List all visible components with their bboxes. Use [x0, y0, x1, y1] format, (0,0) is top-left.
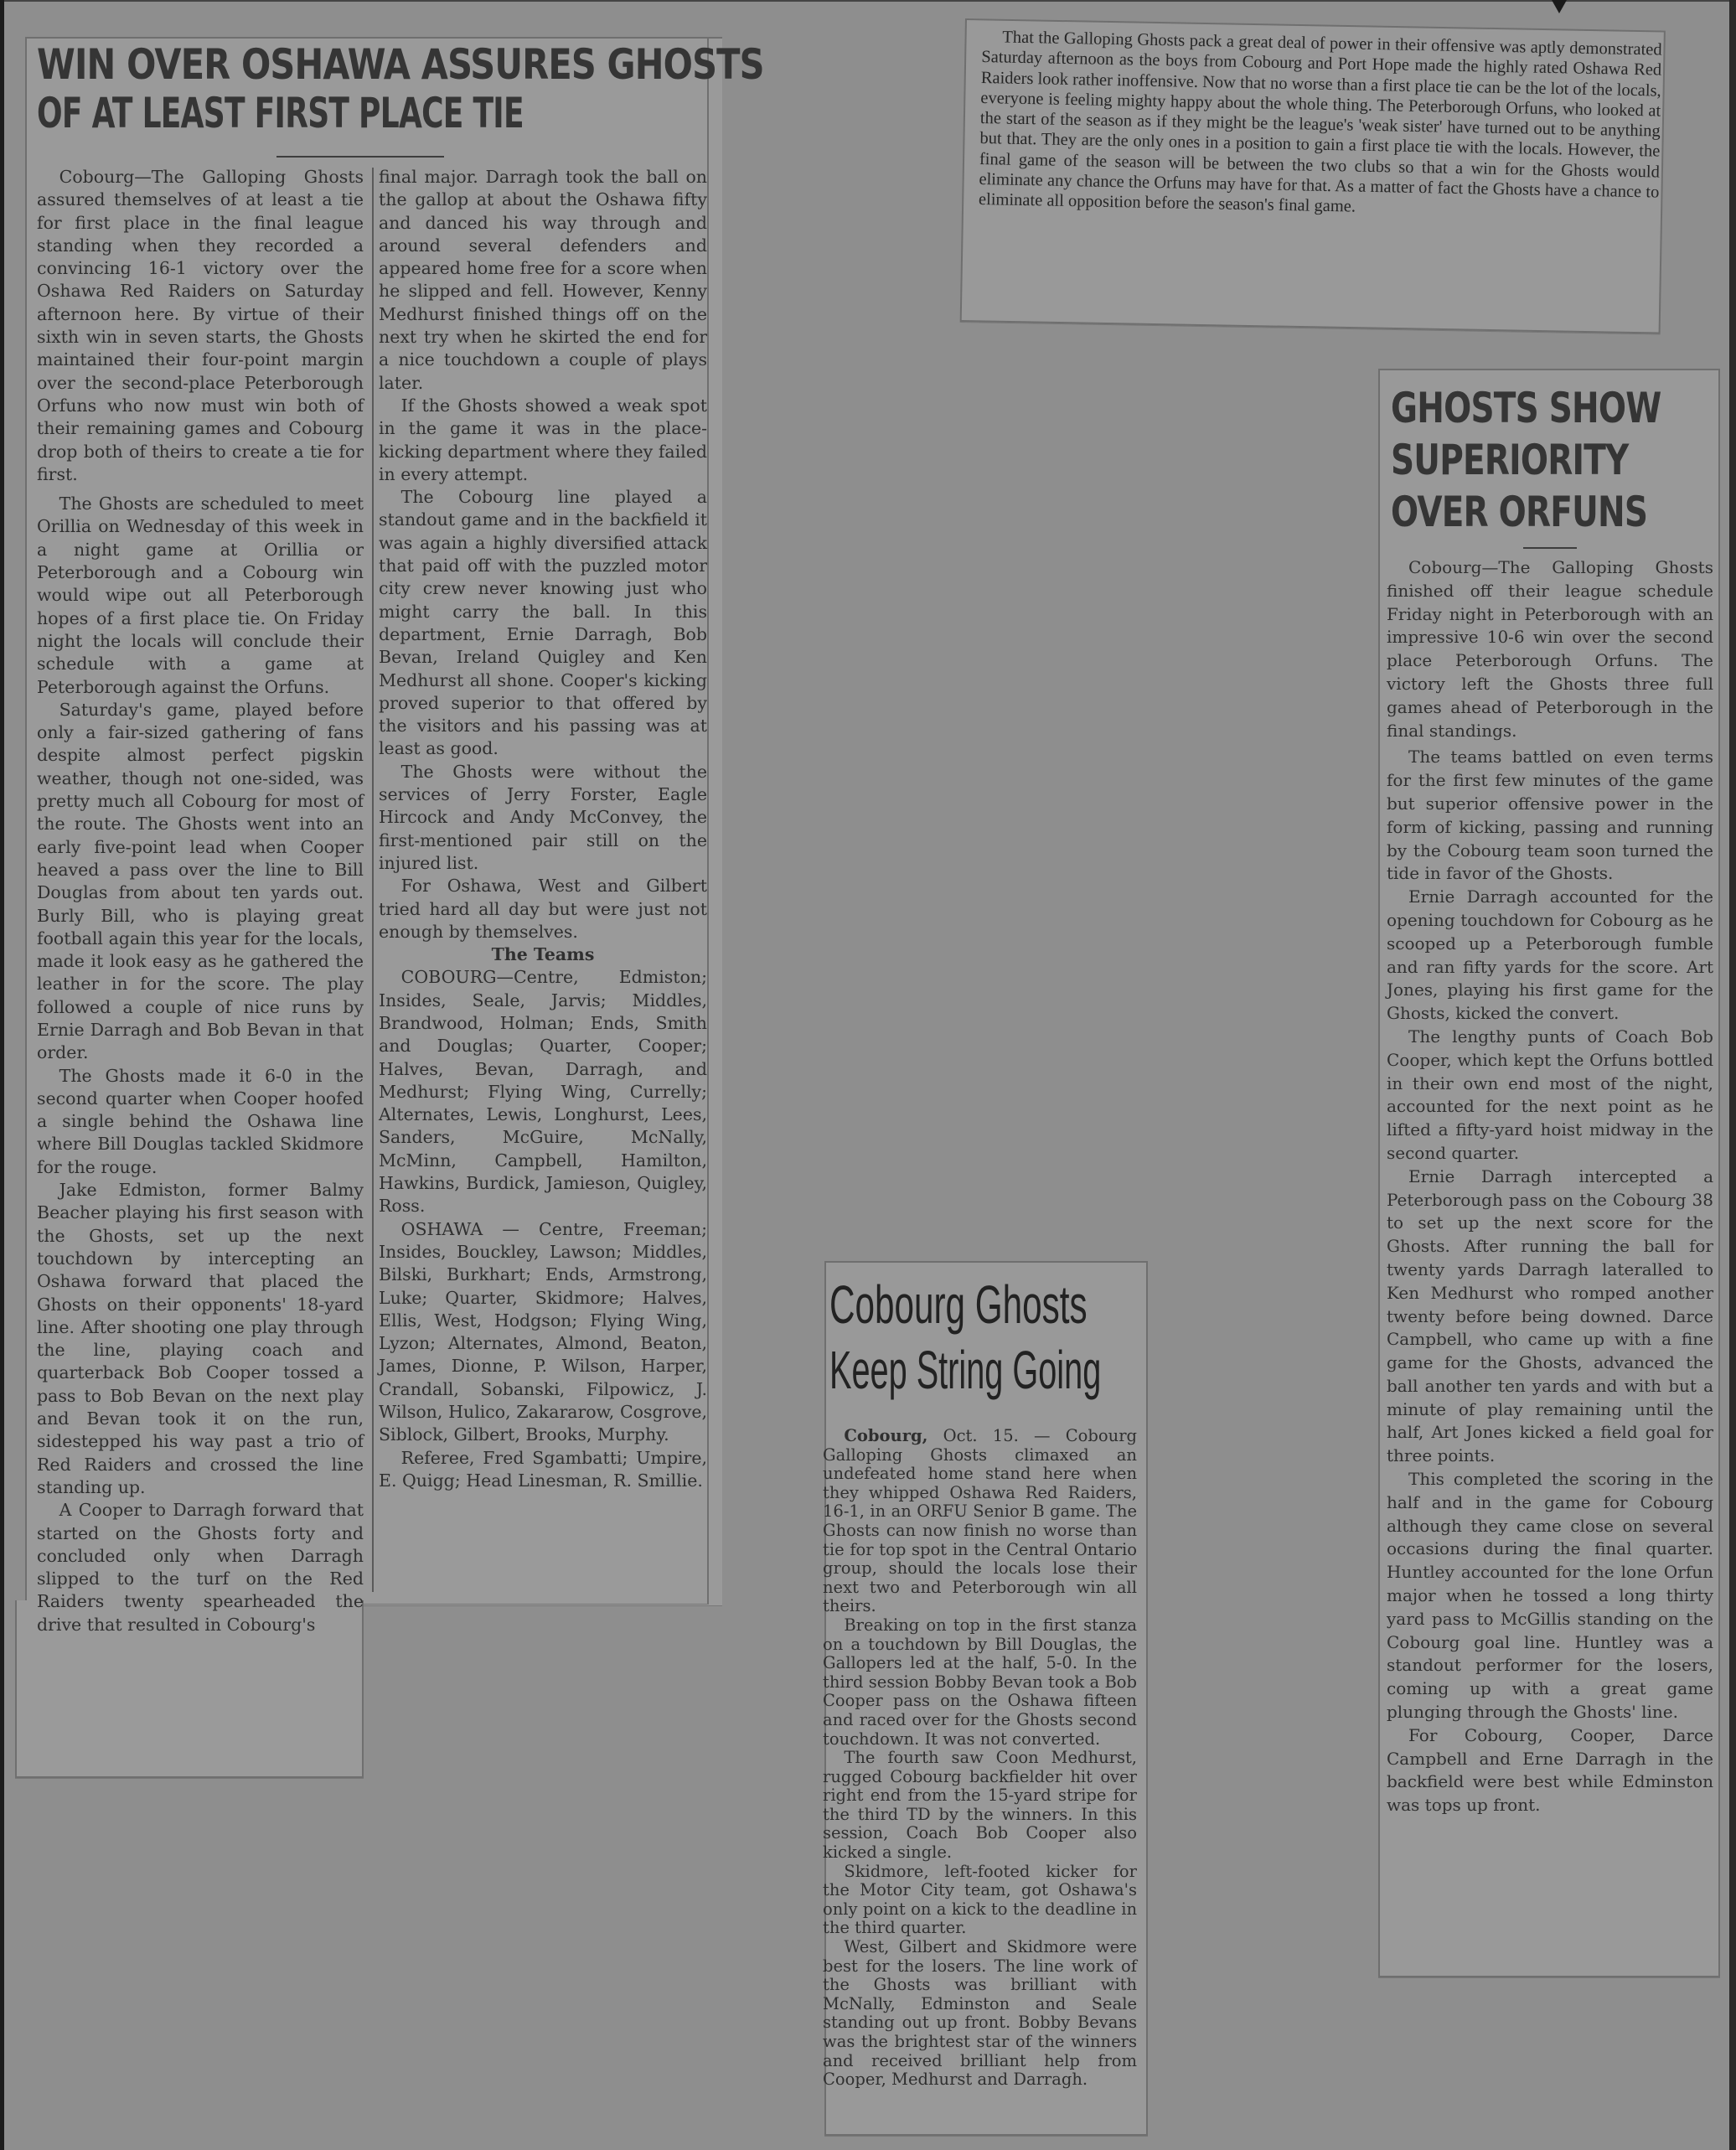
paragraph: Ernie Darragh intercepted a Peterborough pass on the Cobourg 38 to set up the next score for the Ghosts. After running the ball for twenty yards Darragh lateralled to Ken Medhurst who romped another twenty before being downed. Darce Campbell, who came up with a fine game for the Ghosts, advanced the ball another ten yards and with but a minute of play remaining until the half, Art Jones kicked a field goal for three points.	[1387, 1165, 1713, 1466]
clipping-1-headline	[37, 40, 764, 137]
paragraph: The fourth saw Coon Medhurst, rugged Cobourg backfielder hit over right end from the 15-yard stripe for the third TD by the winners. In this session, Coach Bob Cooper also kicked a single.	[823, 1748, 1137, 1863]
paragraph: Cobourg—The Galloping Ghosts assured themselves of at least a tie for first place in the final league standing when they recorded a convincing 16-1 victory over the Oshawa Red Raiders on Saturday afternoon here. By virtue of their sixth win in seven starts, the Ghosts maintained their four-point margin over the second-place Peterborough Orfuns who now must win both of their remaining games and Cobourg drop both of theirs to create a tie for first.	[37, 167, 364, 484]
clipping-1-column-2	[379, 166, 707, 1492]
page-left-edge	[0, 0, 4, 2150]
paragraph: Oct. 15. — Cobourg Galloping Ghosts climaxed an undefeated home stand here when they whipped Oshawa Red Raiders, 16-1, in an ORFU Senior B game. The Ghosts can now finish no worse than tie for top spot in the Central Ontario group, should the locals lose their next two and Peterborough win all theirs.	[823, 1426, 1138, 1616]
clipping-4-headline	[1391, 382, 1709, 538]
headline-divider	[1523, 547, 1577, 549]
team-lineup-cobourg: COBOURG—Centre, Edmiston; Insides, Seale, Jarvis; Middles, Brandwood, Holman; Ends, Smith and Douglas; Quarter, Cooper; Halves, Bevan, Darragh, and Medhurst; Flying Wing, Currelly; Alternates, Lewis, Longhurst, Lees, Sanders, McGuire, McNally, McMinn, Campbell, Hamilton, Hawkins, Burdick, Jamieson, Quigley, Ross.	[379, 967, 707, 1217]
paragraph: The Ghosts were without the services of Jerry Forster, Eagle Hircock and Andy McConvey, the first-mentioned pair still on the injured list.	[379, 761, 707, 873]
clipping-3-body	[823, 1427, 1137, 2090]
headline-line-1: Cobourg Ghosts	[829, 1274, 1088, 1335]
officials: Referee, Fred Sgambatti; Umpire, E. Quigg; Head Linesman, R. Smillie.	[379, 1447, 707, 1491]
clipping-4-body	[1387, 556, 1713, 1817]
paragraph: Skidmore, left-footed kicker for the Motor City team, got Oshawa's only point on a kick to the deadline in the third quarter.	[823, 1861, 1137, 1938]
paragraph: Cobourg—The Galloping Ghosts finished off their league schedule Friday night in Peterborough with an impressive 10-6 win over the second place Peterborough Orfuns. The victory left the Ghosts three full games ahead of Peterborough in the final standings.	[1387, 557, 1713, 741]
paragraph: A Cooper to Darragh forward that started on the Ghosts forty and concluded only when Darragh slipped to the turf on the Red Raiders twenty spearheaded the drive that resulted in Cobourg's	[37, 1500, 364, 1635]
paragraph: That the Galloping Ghosts pack a great deal of power in their offensive was aptly demonstrated Saturday afternoon as the boys from Cobourg and Port Hope made the highly rated Oshawa Red Raiders look rather inoffensive. Now that no worse than a first place tie can be the lot of the locals, everyone is feeling mighty happy about the whole thing. The Peterborough Orfuns, who looked at the start of the season as if they might be the league's 'weak sister' have turned out to be anything but that. They are the only ones in a position to gain a first place tie with the locals. However, the final game of the season will be between the two clubs so that a win for the Ghosts would eliminate any chance the Orfuns may have for that. As a matter of fact the Ghosts have a chance to eliminate all opposition before the season's final game.	[978, 28, 1662, 216]
pin-mark-icon	[1552, 0, 1567, 13]
headline-line-3: OVER ORFUNS	[1391, 488, 1648, 536]
paragraph: The Cobourg line played a standout game and in the backfield it was again a highly diversified attack that paid off with the puzzled motor city crew never knowing just who might carry the ball. In this department, Ernie Darragh, Bob Bevan, Ireland Quigley and Ken Medhurst all shone. Cooper's kicking proved superior to that offered by the visitors and his passing was at least as good.	[379, 487, 707, 759]
headline-line-1: GHOSTS SHOW	[1391, 384, 1661, 432]
teams-subhead: The Teams	[491, 944, 595, 965]
headline-line-1: WIN OVER OSHAWA ASSURES GHOSTS	[37, 40, 764, 89]
paragraph: The teams battled on even terms for the first few minutes of the game but superior offensive power in the form of kicking, passing and running by the Cobourg team soon turned the tide in favor of the Ghosts.	[1387, 747, 1713, 884]
paragraph: This completed the scoring in the half and in the game for Cobourg although they came close on several occasions during the final quarter. Huntley accounted for the lone Orfun major when he tossed a long thirty yard pass to McGillis standing on the Cobourg goal line. Huntley was a standout performer for the losers, coming up with a great game plunging through the Ghosts' line.	[1387, 1469, 1713, 1723]
paragraph: For Cobourg, Cooper, Darce Campbell and Erne Darragh in the backfield were best while Edminston was tops up front.	[1387, 1724, 1713, 1816]
team-lineup-oshawa: OSHAWA — Centre, Freeman; Insides, Bouckley, Lawson; Middles, Bilski, Burkhart; Ends, Armstrong, Luke; Quarter, Skidmore; Halves, Ellis, West, Hodgson; Flying Wing, Lyzon; Alternates, Almond, Beaton, James, Dionne, P. Wilson, Harper, Crandall, Sobanski, Filpowicz, J. Wilson, Hulico, Zakararow, Cosgrove, Siblock, Gilbert, Brooks, Murphy.	[379, 1218, 707, 1445]
paragraph: final major. Darragh took the ball on the gallop at about the Oshawa fifty and danced his way through and around several defenders and appeared home free for a score when he slipped and fell. However, Kenny Medhurst finished things off on the next try when he skirted the end for a nice touchdown a couple of plays later.	[379, 167, 707, 393]
headline-line-2: Keep String Going	[829, 1340, 1102, 1400]
paragraph: If the Ghosts showed a weak spot in the game it was in the place-kicking department where they failed in every attempt.	[379, 395, 707, 484]
headline-line-2: SUPERIORITY	[1391, 436, 1629, 484]
headline-line-2: OF AT LEAST FIRST PLACE TIE	[37, 89, 524, 137]
clipping-3-headline	[829, 1272, 1148, 1403]
paragraph: The lengthy punts of Coach Bob Cooper, which kept the Orfuns bottled in their own end most of the night, accounted for the next point as he lifted a fifty-yard hoist midway in the second quarter.	[1387, 1026, 1713, 1163]
page-right-edge	[1729, 0, 1736, 2150]
clipping-1-column-1	[37, 166, 364, 1636]
paragraph: Ernie Darragh accounted for the opening touchdown for Cobourg as he scooped up a Peterborough fumble and ran fifty yards for the score. Art Jones, playing his first game for the Ghosts, kicked the convert.	[1387, 886, 1713, 1024]
paragraph: West, Gilbert and Skidmore were best for the losers. The line work of the Ghosts was brilliant with McNally, Edminston and Seale standing out up front. Bobby Bevans was the brightest star of the winners and received brilliant help from Cooper, Medhurst and Darragh.	[823, 1937, 1137, 2090]
paragraph: The Ghosts made it 6-0 in the second quarter when Cooper hoofed a single behind the Oshawa line where Bill Douglas tackled Skidmore for the rouge.	[37, 1065, 364, 1177]
paragraph: Breaking on top in the first stanza on a touchdown by Bill Douglas, the Gallopers led at the half, 5-0. In the third session Bobby Bevan took a Bob Cooper pass on the Oshawa fifteen and raced over for the Ghosts second touchdown. It was not converted.	[823, 1615, 1137, 1749]
column-divider	[372, 168, 374, 1592]
dateline: Cobourg,	[844, 1426, 928, 1445]
paragraph: Saturday's game, played before only a fair-sized gathering of fans despite almost perfect pigskin weather, though not one-sided, was pretty much all Cobourg for most of the route. The Ghosts went into an early five-point lead when Cooper heaved a pass over the line to Bill Douglas from about ten yards out. Burly Bill, who is playing great football again this year for the locals, made it look easy as he gathered the leather in for the score. The play followed a couple of nice runs by Ernie Darragh and Bob Bevan in that order.	[37, 699, 364, 1063]
clipping-2-text	[979, 27, 1662, 223]
paragraph: Jake Edmiston, former Balmy Beacher playing his first season with the Ghosts, set up the next touchdown by intercepting an Oshawa forward that placed the Ghosts on their opponents' 18-yard line. After shooting one play through the line, playing coach and quarterback Bob Cooper tossed a pass to Bob Bevan on the next play and Bevan took it on the run, sidestepped his way past a trio of Red Raiders and crossed the line standing up.	[37, 1180, 364, 1497]
paragraph: The Ghosts are scheduled to meet Orillia on Wednesday of this week in a night game at Orillia or Peterborough and a Cobourg win would wipe out all Peterborough hopes of a first place tie. On Friday night the locals will conclude their schedule with a game at Peterborough against the Orfuns.	[37, 494, 364, 697]
page-top-edge	[0, 0, 1736, 2]
paragraph: For Oshawa, West and Gilbert tried hard all day but were just not enough by themselves.	[379, 876, 707, 942]
headline-divider	[276, 156, 444, 158]
